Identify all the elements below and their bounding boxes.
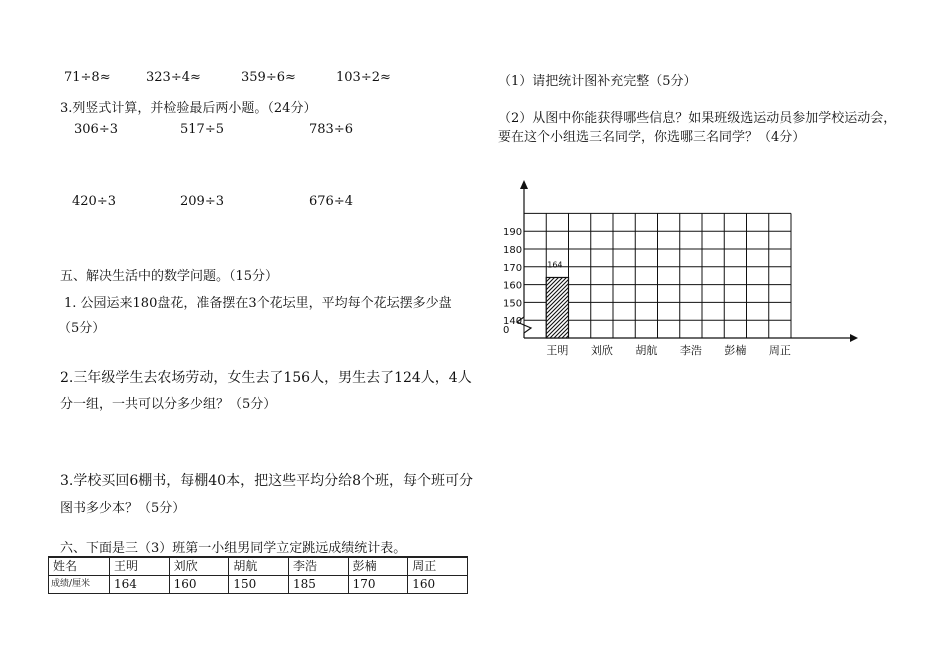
y-tick-label: 180 [503, 245, 523, 256]
table-cell: 彭楠 [348, 557, 408, 576]
table-cell: 160 [408, 576, 468, 594]
category-label: 王明 [546, 344, 569, 357]
division-problem: 420÷3 [72, 194, 116, 209]
chart-question-2-line-2: 要在这个小组选三名同学，你选哪三名同学？（4分） [498, 130, 806, 145]
problem-3-line-1: 3.学校买回6棚书，每棚40本，把这些平均分给8个班，每个班可分 [60, 473, 473, 489]
division-problem: 517÷5 [180, 122, 224, 137]
y-tick-label: 160 [503, 280, 523, 292]
category-label: 刘欣 [590, 344, 613, 357]
division-problem: 676÷4 [309, 194, 353, 209]
table-cell: 170 [348, 576, 408, 594]
chart-question-2-line-1: （2）从图中你能获得哪些信息？如果班级选运动员参加学校运动会， [498, 111, 897, 126]
category-label: 胡航 [635, 344, 658, 357]
table-cell: 刘欣 [169, 557, 229, 576]
y-tick-label: 150 [503, 298, 523, 310]
category-label: 彭楠 [724, 344, 747, 357]
table-cell: 李浩 [288, 557, 348, 576]
x-axis-arrow-icon [850, 334, 858, 342]
bar [546, 277, 568, 338]
table-cell: 周正 [408, 557, 468, 576]
problem-3-line-2: 图书多少本？（5分） [60, 501, 186, 516]
estimate-item: 103÷2≈ [336, 70, 391, 85]
table-cell: 胡航 [229, 557, 289, 576]
table-cell: 成绩/厘米 [49, 576, 110, 594]
problem-1-line-2: （5分） [58, 321, 106, 336]
problem-2-line-1: 2.三年级学生去农场劳动，女生去了156人，男生去了124人，4人 [60, 370, 472, 386]
table-cell: 姓名 [49, 557, 110, 576]
estimate-item: 323÷4≈ [146, 70, 201, 85]
table-cell: 164 [110, 576, 170, 594]
section-6-title: 六、下面是三（3）班第一小组男同学立定跳远成绩统计表。 [60, 541, 407, 556]
division-problem: 306÷3 [74, 122, 118, 137]
category-label: 李浩 [679, 344, 702, 357]
table-cell: 150 [229, 576, 289, 594]
table-cell: 王明 [110, 557, 170, 576]
estimate-item: 71÷8≈ [64, 70, 111, 85]
y-axis-arrow-icon [520, 180, 528, 189]
y-tick-label: 190 [503, 227, 523, 239]
estimate-item: 359÷6≈ [241, 70, 296, 85]
y-tick-label: 0 [503, 325, 510, 336]
table-cell: 160 [169, 576, 229, 594]
y-tick-label: 170 [503, 262, 523, 274]
y-tick-label: 140 [503, 316, 523, 328]
chart-question-1: （1）请把统计图补充完整（5分） [498, 74, 697, 89]
category-label: 周正 [768, 344, 791, 357]
problem-2-line-2: 分一组，一共可以分多少组？（5分） [60, 397, 277, 412]
division-problem: 783÷6 [309, 122, 353, 137]
section-5-title: 五、解决生活中的数学问题。（15分） [60, 269, 279, 284]
data-label: 164 [547, 260, 563, 270]
division-problem: 209÷3 [180, 194, 224, 209]
q3-title: 3.列竖式计算，并检验最后两小题。（24分） [60, 101, 317, 116]
table-cell: 185 [288, 576, 348, 594]
problem-1-line-1: 1. 公园运来180盘花，准备摆在3个花坛里，平均每个花坛摆多少盘 [64, 296, 452, 311]
